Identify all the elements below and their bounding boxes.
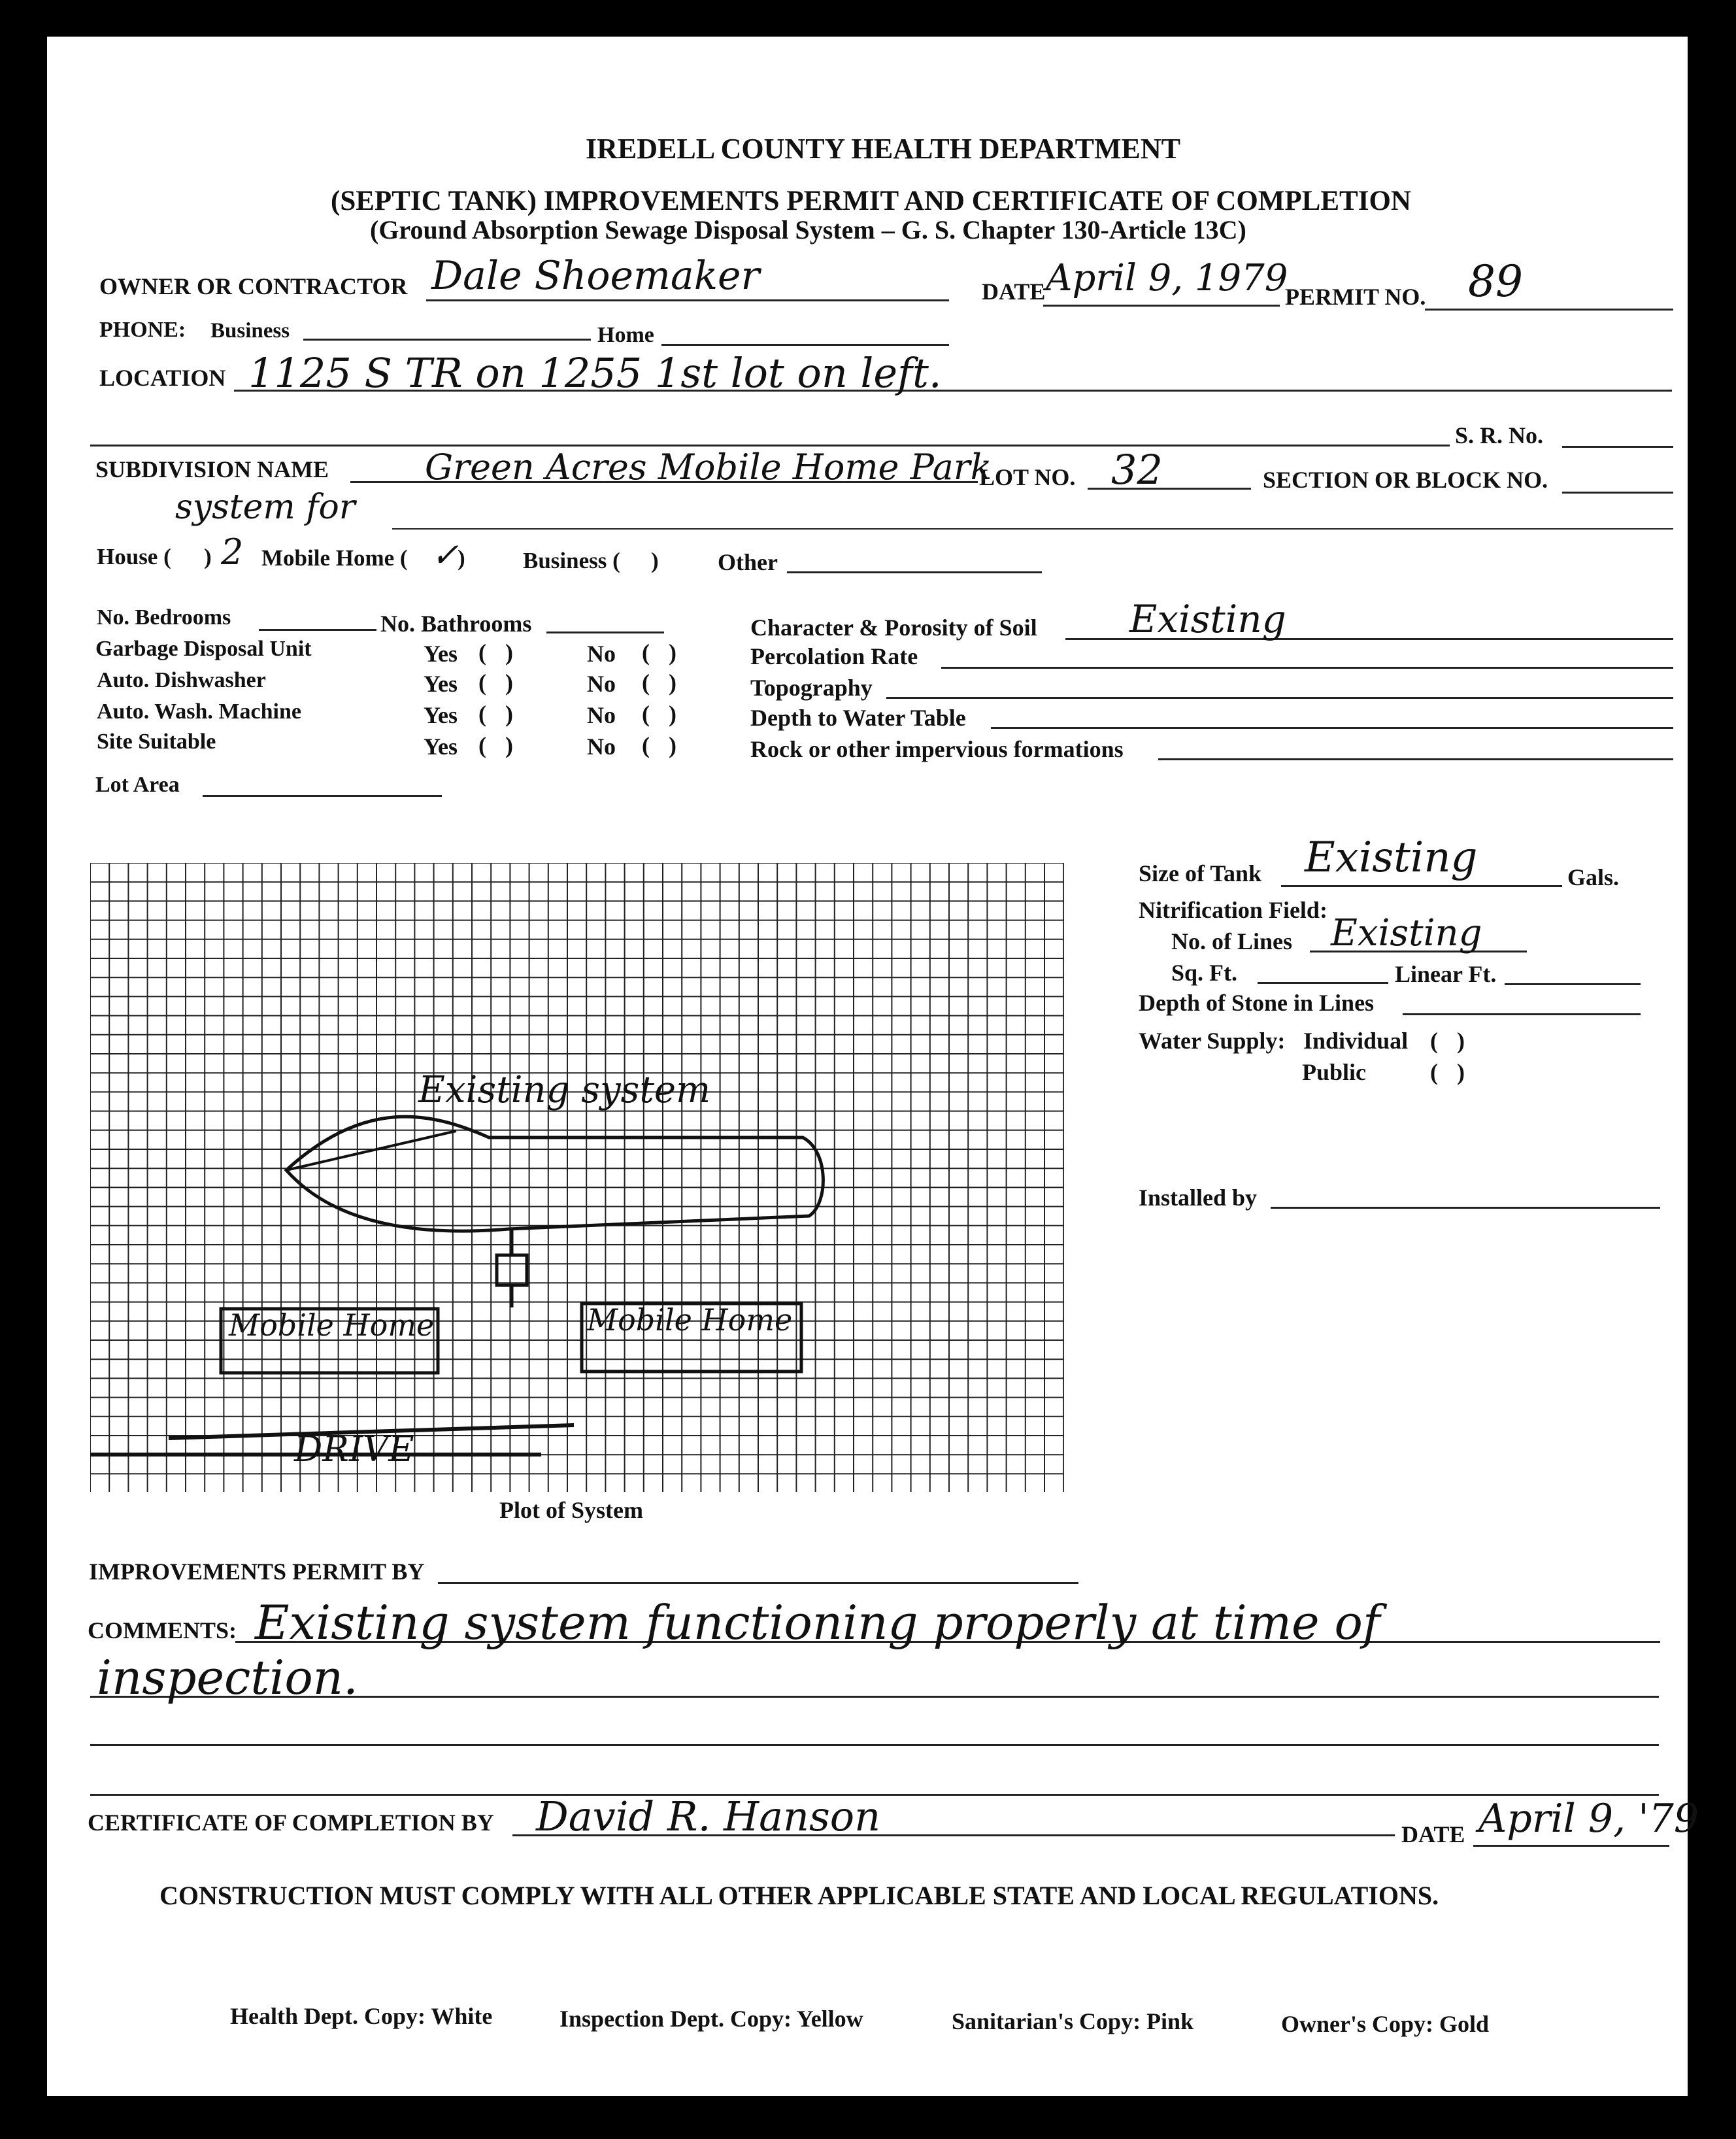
other-label: Other: [718, 549, 778, 575]
dishwasher-label: Auto. Dishwasher: [97, 668, 266, 692]
garbage-yes-box[interactable]: ( ): [478, 639, 520, 665]
garbage-no-box[interactable]: ( ): [642, 639, 683, 665]
stone-depth-label: Depth of Stone in Lines: [1139, 990, 1375, 1016]
individual-box[interactable]: ( ): [1430, 1028, 1471, 1054]
owner-value: Dale Shoemaker: [431, 253, 760, 299]
septic-tank: [497, 1255, 527, 1285]
copy-owner: Owner's Copy: Gold: [1281, 2011, 1490, 2037]
business-type-label: Business (: [523, 548, 620, 573]
water-table-label: Depth to Water Table: [750, 705, 966, 731]
location-value: 1125 S TR on 1255 1st lot on left.: [248, 349, 942, 397]
dishwasher-no-label: No: [587, 671, 616, 697]
garbage-yes-label: Yes: [424, 641, 458, 667]
tank-size-value: Existing: [1305, 834, 1478, 882]
cert-date-value: April 9, '79: [1478, 1796, 1699, 1842]
system-for-note: system for: [175, 488, 356, 527]
public-box[interactable]: ( ): [1430, 1059, 1471, 1085]
form-subtitle: (Ground Absorption Sewage Disposal System – G. S. Chapter 130-Article 13C): [370, 215, 1246, 244]
certificate-label: CERTIFICATE OF COMPLETION BY: [88, 1810, 494, 1836]
wash-machine-no-box[interactable]: ( ): [642, 701, 683, 727]
plot-label-existing-system: Existing system: [418, 1069, 711, 1111]
installed-by-label: Installed by: [1139, 1185, 1258, 1211]
section-label: SECTION OR BLOCK NO.: [1263, 467, 1548, 493]
subdivision-value: Green Acres Mobile Home Park: [425, 446, 992, 488]
copy-health-dept: Health Dept. Copy: White: [230, 2003, 493, 2029]
permit-value: 89: [1468, 256, 1523, 307]
sr-no-label: S. R. No.: [1455, 422, 1544, 448]
wash-machine-no-label: No: [587, 702, 616, 728]
phone-label: PHONE:: [99, 318, 186, 342]
water-supply-label: Water Supply:: [1139, 1028, 1286, 1054]
permit-label: PERMIT NO.: [1285, 284, 1426, 310]
percolation-label: Percolation Rate: [750, 643, 918, 669]
form-title: (SEPTIC TANK) IMPROVEMENTS PERMIT AND CERTIFICATE OF COMPLETION: [331, 186, 1411, 216]
public-label: Public: [1302, 1059, 1367, 1085]
wash-machine-label: Auto. Wash. Machine: [97, 699, 301, 724]
linear-ft-label: Linear Ft.: [1395, 961, 1497, 987]
dishwasher-yes-box[interactable]: ( ): [478, 669, 520, 696]
wash-machine-yes-label: Yes: [424, 702, 458, 728]
dishwasher-no-box[interactable]: ( ): [642, 669, 683, 696]
house-close: ): [204, 544, 212, 569]
lot-area-label: Lot Area: [95, 773, 180, 797]
existing-system-field: [286, 1117, 823, 1231]
date-value: April 9, 1979: [1046, 257, 1288, 299]
comments-line-2: inspection.: [97, 1650, 358, 1705]
nitrification-label: Nitrification Field:: [1139, 897, 1327, 923]
soil-value: Existing: [1129, 597, 1286, 641]
plot-label-drive: DRIVE: [294, 1428, 414, 1470]
house-label: House (: [97, 544, 171, 569]
copy-inspection-dept: Inspection Dept. Copy: Yellow: [559, 2006, 863, 2032]
site-suitable-yes-label: Yes: [424, 733, 458, 760]
garbage-disposal-label: Garbage Disposal Unit: [95, 637, 312, 661]
signature: David R. Hanson: [536, 1793, 881, 1840]
lines-value: Existing: [1331, 912, 1482, 954]
dishwasher-yes-label: Yes: [424, 671, 458, 697]
mobile-home-check: ✓: [431, 536, 459, 574]
department-heading: IREDELL COUNTY HEALTH DEPARTMENT: [586, 133, 1180, 165]
business-phone-label: Business: [210, 319, 290, 343]
comments-label: COMMENTS:: [88, 1617, 237, 1643]
site-suitable-no-label: No: [587, 733, 616, 760]
cert-date-label: DATE: [1401, 1821, 1465, 1847]
improvements-permit-label: IMPROVEMENTS PERMIT BY: [89, 1558, 425, 1585]
site-suitable-label: Site Suitable: [97, 730, 216, 754]
business-type-close: ): [651, 548, 659, 573]
plot-caption: Plot of System: [499, 1497, 643, 1523]
subdivision-label: SUBDIVISION NAME: [95, 456, 329, 482]
site-suitable-no-box[interactable]: ( ): [642, 732, 683, 758]
home-phone-label: Home: [597, 323, 654, 347]
sqft-label: Sq. Ft.: [1171, 960, 1238, 986]
owner-label: OWNER OR CONTRACTOR: [99, 273, 408, 299]
tank-size-label: Size of Tank: [1139, 860, 1262, 886]
site-suitable-yes-box[interactable]: ( ): [478, 732, 520, 758]
mobile-home-label: Mobile Home (: [261, 545, 408, 571]
comments-line-1: Existing system functioning properly at time of: [255, 1595, 1380, 1650]
lot-no-value: 32: [1111, 446, 1163, 494]
copy-sanitarian: Sanitarian's Copy: Pink: [952, 2008, 1194, 2034]
plot-of-system-grid: [90, 863, 1064, 1492]
lines-label: No. of Lines: [1171, 928, 1293, 954]
house-count-value: 2: [221, 531, 244, 573]
topography-label: Topography: [750, 675, 873, 701]
gals-label: Gals.: [1567, 864, 1620, 890]
soil-label: Character & Porosity of Soil: [750, 615, 1037, 641]
location-label: LOCATION: [99, 365, 226, 391]
compliance-notice: CONSTRUCTION MUST COMPLY WITH ALL OTHER APPLICABLE STATE AND LOCAL REGULATIONS.: [159, 1881, 1439, 1910]
mobile-home-close: ): [458, 545, 465, 571]
lot-no-label: LOT NO.: [979, 464, 1076, 490]
wash-machine-yes-box[interactable]: ( ): [478, 701, 520, 727]
individual-label: Individual: [1303, 1028, 1409, 1054]
plot-label-mobile-home-left: Mobile Home: [229, 1307, 435, 1343]
rock-label: Rock or other impervious formations: [750, 736, 1124, 762]
garbage-no-label: No: [587, 641, 616, 667]
bathrooms-label: No. Bathrooms: [380, 611, 532, 637]
bedrooms-label: No. Bedrooms: [97, 605, 231, 630]
plot-label-mobile-home-right: Mobile Home: [587, 1302, 793, 1338]
date-label: DATE: [982, 278, 1046, 305]
